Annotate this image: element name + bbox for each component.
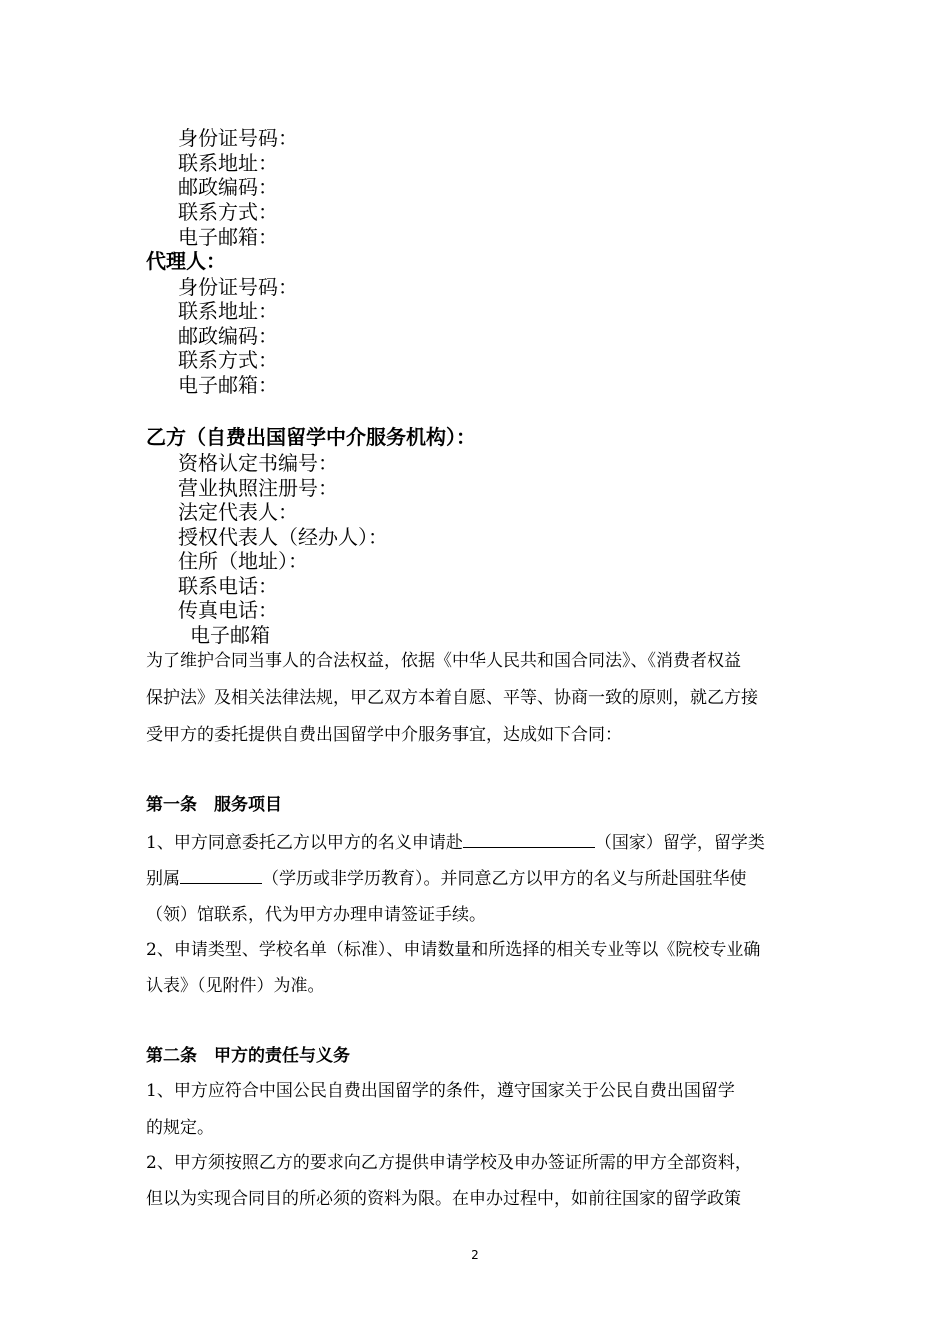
article-1-title: 第一条 服务项目 (146, 795, 282, 815)
agent-heading: 代理人： (146, 249, 226, 273)
party-b-license-number: 营业执照注册号： (178, 476, 338, 500)
agent-contact: 联系方式： (178, 348, 278, 372)
party-a-address: 联系地址： (178, 151, 278, 175)
article-1-line-1 (146, 831, 765, 854)
party-a-email: 电子邮箱： (178, 225, 278, 249)
preamble-line-3: 受甲方的委托提供自费出国留学中介服务事宜，达成如下合同： (146, 725, 622, 745)
country-blank (463, 831, 595, 848)
agent-postcode: 邮政编码： (178, 324, 278, 348)
article-1-line-1-post: （国家）留学，留学类 (594, 833, 765, 853)
article-2-line-4: 但以为实现合同目的所必须的资料为限。在申办过程中，如前往国家的留学政策 (146, 1189, 741, 1209)
article-2-line-2: 的规定。 (146, 1118, 214, 1138)
agent-email: 电子邮箱： (178, 373, 278, 397)
party-b-heading: 乙方（自费出国留学中介服务机构）： (146, 425, 476, 449)
party-a-contact: 联系方式： (178, 200, 278, 224)
party-a-postcode: 邮政编码： (178, 175, 278, 199)
article-2-line-1: 1、甲方应符合中国公民自费出国留学的条件，遵守国家关于公民自费出国留学 (146, 1081, 735, 1101)
agent-address: 联系地址： (178, 299, 278, 323)
study-category-blank (180, 867, 262, 884)
article-1-line-4: 2、申请类型、学校名单（标准）、申请数量和所选择的相关专业等以《院校专业确 (146, 940, 761, 960)
article-1-line-2-post: （学历或非学历教育）。并同意乙方以甲方的名义与所赴国驻华使 (262, 869, 747, 889)
party-b-authorized-representative: 授权代表人（经办人）： (178, 525, 388, 549)
party-b-legal-representative: 法定代表人： (178, 500, 298, 524)
article-1-line-5: 认表》（见附件）为准。 (146, 976, 325, 996)
agent-id-number: 身份证号码： (178, 275, 298, 299)
article-1-line-1-pre: 1、甲方同意委托乙方以甲方的名义申请赴 (146, 833, 463, 853)
preamble-line-2: 保护法》及相关法律法规，甲乙双方本着自愿、平等、协商一致的原则，就乙方接 (146, 688, 758, 708)
party-b-phone: 联系电话： (178, 574, 278, 598)
party-b-fax: 传真电话： (178, 598, 278, 622)
party-b-email: 电子邮箱 (190, 623, 270, 647)
party-a-id-number: 身份证号码： (178, 126, 298, 150)
article-1-line-3: （领）馆联系，代为甲方办理申请签证手续。 (146, 905, 486, 925)
party-b-qualification-number: 资格认定书编号： (178, 451, 338, 475)
article-2-title: 第二条 甲方的责任与义务 (146, 1046, 350, 1066)
article-1-line-2 (146, 867, 747, 890)
party-b-residence: 住所（地址）： (178, 549, 308, 573)
article-2-line-3: 2、甲方须按照乙方的要求向乙方提供申请学校及申办签证所需的甲方全部资料， (146, 1153, 752, 1173)
article-1-line-2-pre: 别属 (146, 869, 180, 889)
preamble-line-1: 为了维护合同当事人的合法权益，依据《中华人民共和国合同法》、《消费者权益 (146, 651, 741, 671)
page-number: 2 (471, 1248, 479, 1262)
